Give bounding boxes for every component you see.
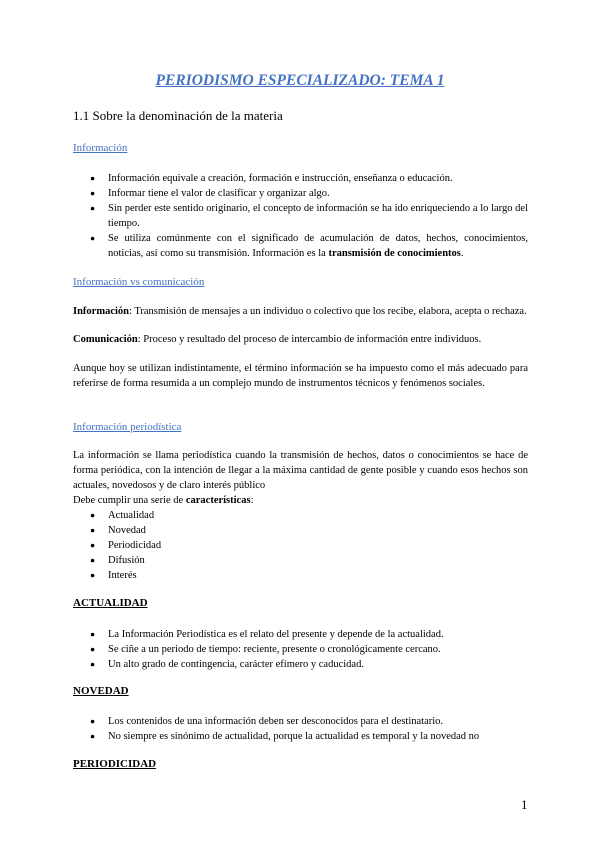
informacion-bullet-list — [73, 171, 528, 261]
document-title: PERIODISMO ESPECIALIZADO: TEMA 1 — [155, 72, 445, 89]
list-item: ● Periodicidad — [73, 538, 373, 553]
actualidad-bullet-list — [73, 627, 528, 672]
section-heading-1-1: 1.1 Sobre la denominación de la materia — [73, 108, 283, 123]
list-item — [73, 231, 528, 261]
intro-end: : — [250, 495, 254, 506]
section-heading-periodicidad: PERIODICIDAD — [73, 758, 157, 770]
list-item: ● No siempre es sinónimo de actualidad, porque la actualidad es temporal y la novedad no — [73, 729, 528, 744]
section-heading-actualidad: ACTUALIDAD — [73, 597, 148, 609]
list-item: ● Novedad — [73, 523, 373, 538]
list-item: ● Los contenidos de una información deben ser desconocidos para el destinatario. — [73, 714, 528, 729]
definition-text: : Transmisión de mensajes a un individuo o colectivo que los recibe, elabora, acepta o rechaza. — [129, 306, 527, 317]
definition-informacion — [73, 304, 528, 319]
definition-term: Comunicación — [73, 334, 138, 345]
caracteristicas-list — [73, 508, 373, 583]
list-item-text: Se utiliza comúnmente con el significado de acumulación de datos, hechos, conocimientos, noticias, así como su transmisión. Información es la — [108, 233, 528, 259]
novedad-bullet-list — [73, 714, 528, 744]
definition-comunicacion — [73, 332, 528, 347]
section-heading-novedad: NOVEDAD — [73, 685, 129, 697]
page-number: 1 — [521, 797, 528, 812]
subheading-informacion-periodistica: Información periodística — [73, 421, 182, 433]
list-item: ● Se ciñe a un periodo de tiempo: reciente, presente o cronológicamente cercano. — [73, 642, 528, 657]
caracteristicas-intro — [73, 493, 528, 508]
definition-term: Información — [73, 306, 129, 317]
list-item: ● Un alto grado de contingencia, carácter efímero y caducidad. — [73, 657, 528, 672]
list-item: ● Información equivale a creación, formación e instrucción, enseñanza o educación. — [73, 171, 528, 186]
list-item: ● Difusión — [73, 553, 373, 568]
bold-term: transmisión de conocimientos — [328, 248, 461, 259]
intro-text: Debe cumplir una serie de — [73, 495, 186, 506]
definition-text: : Proceso y resultado del proceso de intercambio de información entre individuos. — [137, 334, 482, 345]
paragraph-info-periodistica: La información se llama periodística cuando la transmisión de hechos, datos o conocimientos se hace de forma periódica, con la intención de llegar a la máxima cantidad de gente posible y cuando esos hechos son actuales, novedosos y de claro interés público — [73, 450, 528, 491]
list-item: ● Informar tiene el valor de clasificar y organizar algo. — [73, 186, 528, 201]
list-item: ● Actualidad — [73, 508, 373, 523]
subheading-informacion: Información — [73, 142, 128, 154]
paragraph-info-vs-com: Aunque hoy se utilizan indistintamente, el término información se ha impuesto como el más adecuado para referirse de forma resumida a un complejo mundo de instrumentos técnicos y fenómenos sociales. — [73, 363, 528, 389]
list-item: ● Interés — [73, 568, 373, 583]
list-item: ● Sin perder este sentido originario, el concepto de información se ha ido enriqueciendo a lo largo del tiempo. — [73, 201, 528, 231]
list-item: ● La Información Periodística es el relato del presente y depende de la actualidad. — [73, 627, 528, 642]
bold-term: características — [185, 495, 251, 506]
list-item-end: . — [460, 248, 464, 259]
subheading-info-vs-comunicacion: Información vs comunicación — [73, 276, 205, 288]
